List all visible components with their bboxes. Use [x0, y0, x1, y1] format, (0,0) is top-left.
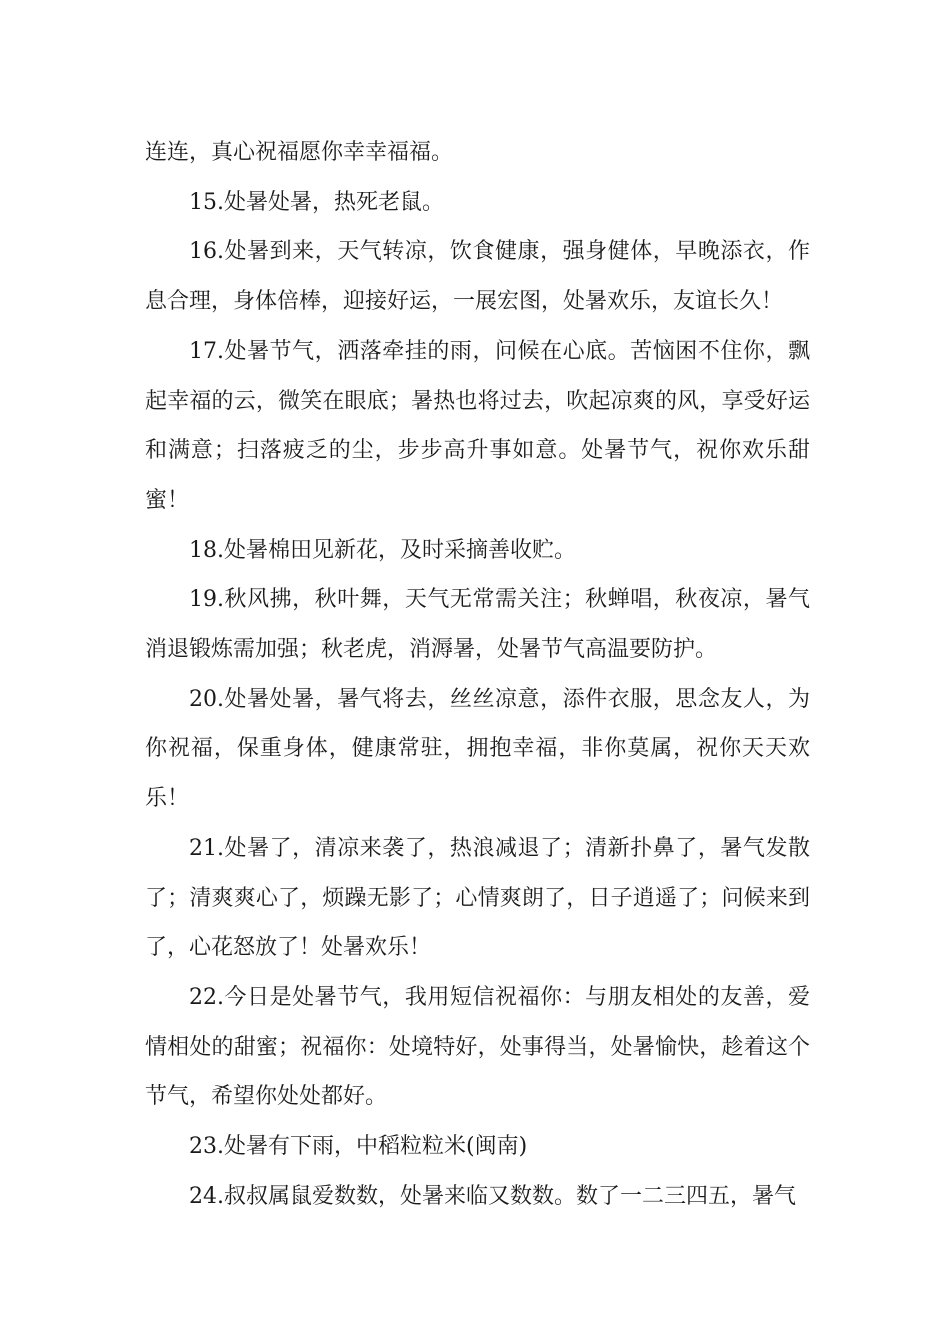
paragraph-item-18: 18.处暑棉田见新花，及时采摘善收贮。 — [189, 537, 576, 563]
paragraph-item-19: 19.秋风拂，秋叶舞，天气无常需关注；秋蝉唱，秋夜凉，暑气消退锻炼需加强；秋老虎，消溽暑，处暑节气高温要防护。 — [145, 587, 810, 663]
paragraph-item-20: 20.处暑处暑，暑气将去，丝丝凉意，添件衣服，思念友人，为你祝福，保重身体，健康常驻，拥抱幸福，非你莫属，祝你天天欢乐！ — [145, 686, 810, 812]
paragraph-item-17: 17.处暑节气，洒落牵挂的雨，问候在心底。苦恼困不住你，飘起幸福的云，微笑在眼底；暑热也将过去，吹起凉爽的风，享受好运和满意；扫落疲乏的尘，步步高升事如意。处暑节气，祝你欢乐甜蜜！ — [145, 338, 810, 513]
paragraph-continuation: 连连，真心祝福愿你幸幸福福。 — [145, 140, 454, 165]
paragraph-item-15: 15.处暑处暑，热死老鼠。 — [189, 189, 444, 215]
paragraph-item-22: 22.今日是处暑节气，我用短信祝福你：与朋友相处的友善，爱情相处的甜蜜；祝福你：处境特好，处事得当，处暑愉快，趁着这个节气，希望你处处都好。 — [145, 984, 810, 1110]
paragraph-item-21: 21.处暑了，清凉来袭了，热浪减退了；清新扑鼻了，暑气发散了；清爽爽心了，烦躁无影了；心情爽朗了，日子逍遥了；问候来到了，心花怒放了！处暑欢乐！ — [145, 835, 810, 961]
paragraph-item-23: 23.处暑有下雨，中稻粒粒米(闽南) — [189, 1134, 528, 1160]
paragraph-item-24: 24.叔叔属鼠爱数数，处暑来临又数数。数了一二三四五，暑气 — [189, 1183, 796, 1209]
document-body — [145, 128, 810, 1221]
paragraph-item-16: 16.处暑到来，天气转凉，饮食健康，强身健体，早晚添衣，作息合理，身体倍棒，迎接好运，一展宏图，处暑欢乐，友谊长久！ — [145, 239, 810, 315]
